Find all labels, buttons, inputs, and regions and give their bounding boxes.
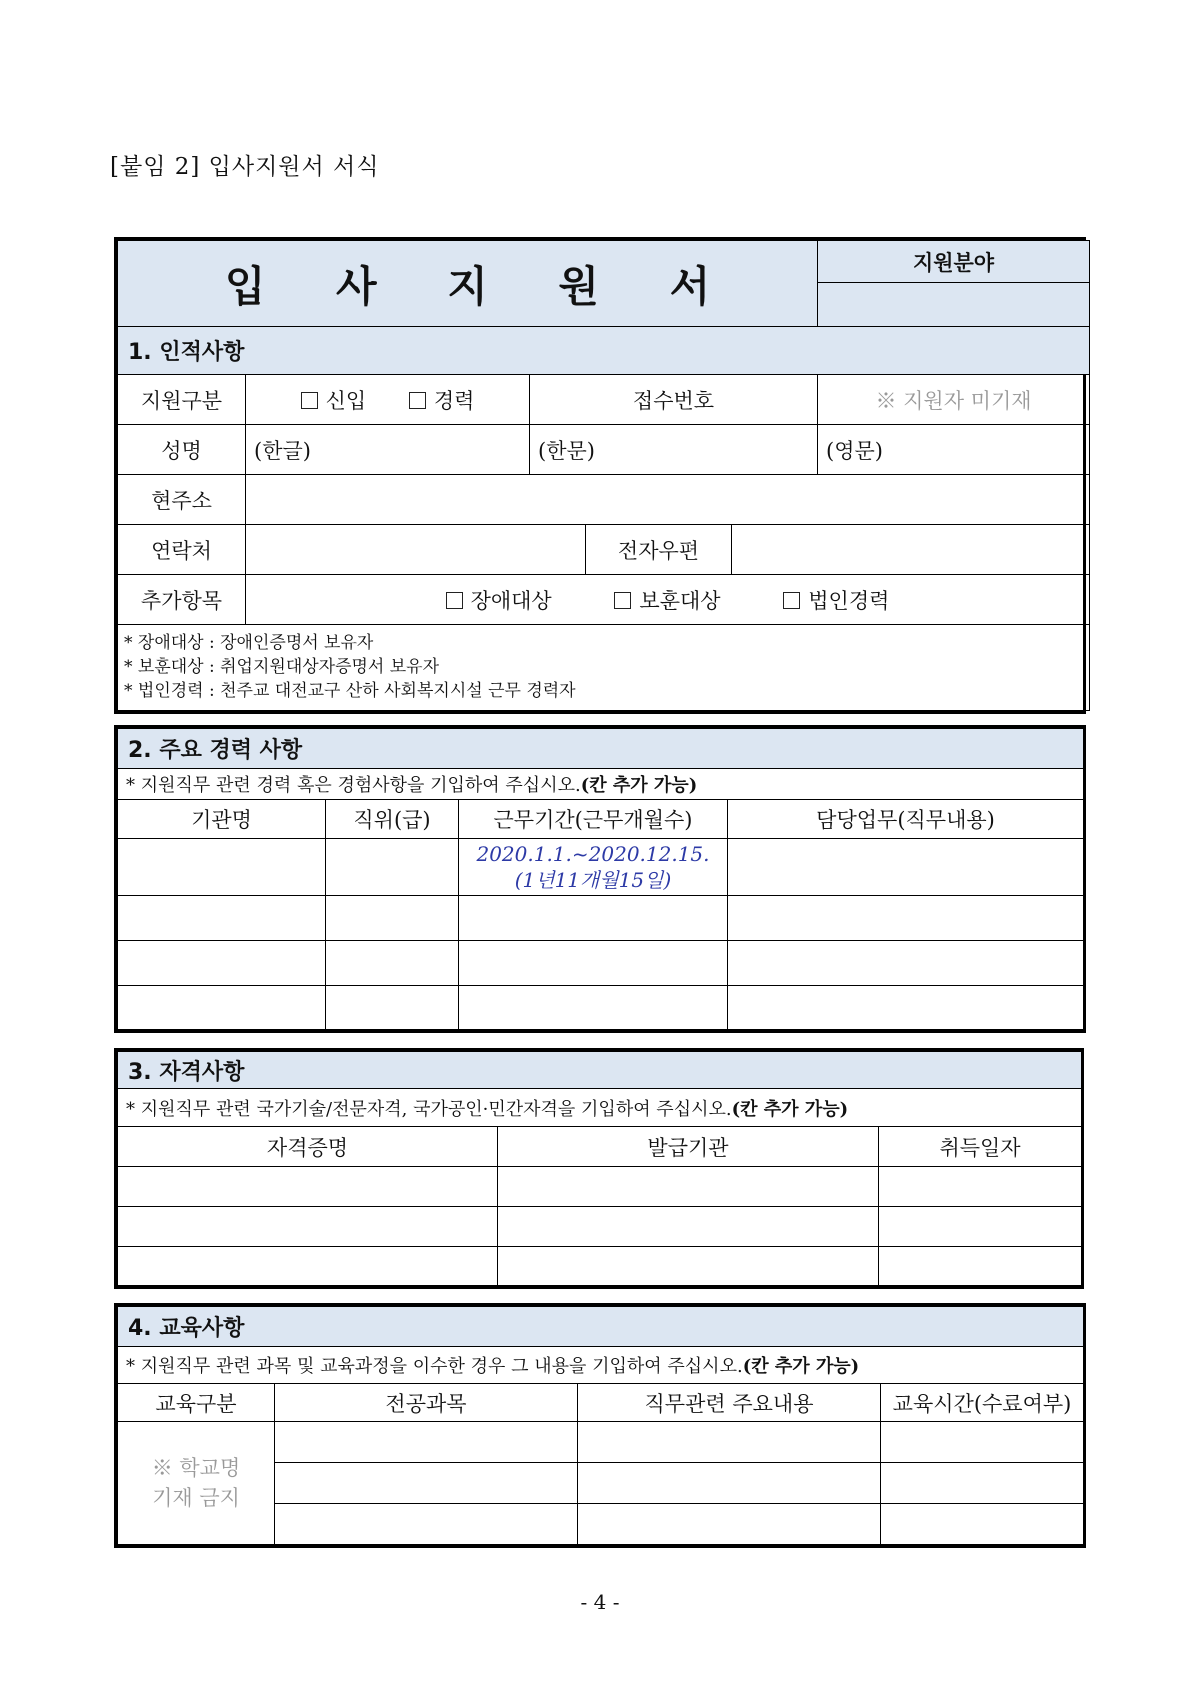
header-duties: 담당업무(직무내용) — [728, 800, 1084, 839]
cert-cell[interactable] — [118, 1167, 498, 1207]
career-cell[interactable] — [118, 896, 326, 941]
section4-title: 4. 교육사항 — [118, 1307, 1084, 1347]
school-name-note: ※ 학교명 기재 금지 — [118, 1422, 275, 1545]
edu-cell[interactable] — [275, 1463, 578, 1504]
page-number: - 4 - — [580, 1590, 620, 1614]
career-cell[interactable] — [728, 986, 1084, 1030]
checkbox-icon[interactable] — [614, 592, 631, 609]
cert-cell[interactable] — [498, 1167, 879, 1207]
cert-cell[interactable] — [118, 1207, 498, 1247]
edu-cell[interactable] — [578, 1422, 881, 1463]
career-cell[interactable] — [459, 896, 728, 941]
header-issuer: 발급기관 — [498, 1127, 879, 1167]
certification-block — [114, 1048, 1084, 1289]
contact-label: 연락처 — [118, 525, 246, 575]
career-cell[interactable] — [118, 986, 326, 1030]
header-job-content: 직무관련 주요내용 — [578, 1384, 881, 1422]
cert-cell[interactable] — [879, 1207, 1082, 1247]
career-cell[interactable] — [728, 839, 1084, 896]
career-cell[interactable] — [728, 941, 1084, 986]
address-label: 현주소 — [118, 475, 246, 525]
field-input[interactable] — [818, 283, 1090, 327]
career-period-sample[interactable] — [459, 839, 728, 896]
form-title-cell — [118, 241, 818, 327]
apply-type-options — [246, 375, 530, 425]
cert-cell[interactable] — [498, 1247, 879, 1286]
header-education-type: 교육구분 — [118, 1384, 275, 1422]
name-hanja-field[interactable]: (한문) — [530, 425, 818, 475]
name-english-field[interactable]: (영문) — [818, 425, 1090, 475]
section4-instruction: * 지원직무 관련 과목 및 교육과정을 이수한 경우 그 내용을 기입하여 주십시오.(칸 추가 가능) — [118, 1347, 1084, 1384]
receipt-note: ※ 지원자 미기재 — [818, 375, 1090, 425]
section2-instruction: * 지원직무 관련 경력 혹은 경험사항을 기입하여 주십시오.(칸 추가 가능) — [118, 769, 1084, 800]
career-cell[interactable] — [118, 839, 326, 896]
career-cell[interactable] — [326, 941, 459, 986]
section1-title: 1. 인적사항 — [118, 327, 1090, 375]
header-acquired-date: 취득일자 — [879, 1127, 1082, 1167]
career-cell[interactable] — [728, 896, 1084, 941]
section3-instruction: * 지원직무 관련 국가기술/전문자격, 국가공인·민간자격을 기입하여 주십시오.(칸 추가 가능) — [118, 1089, 1082, 1127]
receipt-label: 접수번호 — [530, 375, 818, 425]
field-label: 지원분야 — [818, 241, 1090, 283]
sample-period: 2020.1.1.~2020.12.15. — [476, 842, 710, 866]
cert-cell[interactable] — [498, 1207, 879, 1247]
checkbox-icon[interactable] — [409, 392, 426, 409]
header-education-hours: 교육시간(수료여부) — [881, 1384, 1084, 1422]
form-title: 입 사 지 원 서 — [224, 261, 739, 311]
extra-options — [246, 575, 1090, 625]
cert-cell[interactable] — [118, 1247, 498, 1286]
checkbox-icon[interactable] — [783, 592, 800, 609]
email-label: 전자우편 — [586, 525, 732, 575]
contact-field[interactable] — [246, 525, 586, 575]
edu-cell[interactable] — [275, 1504, 578, 1545]
cert-cell[interactable] — [879, 1167, 1082, 1207]
option-career[interactable]: 경력 — [409, 385, 475, 415]
note-line: * 법인경력 : 천주교 대전교구 산하 사회복지시설 근무 경력자 — [124, 681, 576, 701]
section1-notes — [118, 625, 1090, 711]
checkbox-icon[interactable] — [446, 592, 463, 609]
career-cell[interactable] — [326, 986, 459, 1030]
section2-title: 2. 주요 경력 사항 — [118, 729, 1084, 769]
note-line: * 장애대상 : 장애인증명서 보유자 — [124, 633, 374, 653]
header-position: 직위(급) — [326, 800, 459, 839]
edu-cell[interactable] — [881, 1504, 1084, 1545]
career-block — [114, 725, 1086, 1033]
career-cell[interactable] — [459, 941, 728, 986]
name-korean-field[interactable]: (한글) — [246, 425, 530, 475]
cert-cell[interactable] — [879, 1247, 1082, 1286]
apply-type-label: 지원구분 — [118, 375, 246, 425]
edu-cell[interactable] — [578, 1463, 881, 1504]
header-period: 근무기간(근무개월수) — [459, 800, 728, 839]
option-disability[interactable]: 장애대상 — [446, 585, 552, 615]
checkbox-icon[interactable] — [301, 392, 318, 409]
note-line: * 보훈대상 : 취업지원대상자증명서 보유자 — [124, 657, 440, 677]
extra-label: 추가항목 — [118, 575, 246, 625]
career-cell[interactable] — [118, 941, 326, 986]
education-block — [114, 1303, 1086, 1548]
name-label: 성명 — [118, 425, 246, 475]
edu-cell[interactable] — [881, 1422, 1084, 1463]
edu-cell[interactable] — [275, 1422, 578, 1463]
personal-info-block — [114, 237, 1086, 714]
address-field[interactable] — [246, 475, 1090, 525]
email-field[interactable] — [732, 525, 1090, 575]
option-new[interactable]: 신입 — [301, 385, 367, 415]
header-certificate: 자격증명 — [118, 1127, 498, 1167]
header-organization: 기관명 — [118, 800, 326, 839]
career-cell[interactable] — [326, 896, 459, 941]
option-veteran[interactable]: 보훈대상 — [614, 585, 720, 615]
edu-cell[interactable] — [881, 1463, 1084, 1504]
option-corporate[interactable]: 법인경력 — [783, 585, 889, 615]
career-cell[interactable] — [326, 839, 459, 896]
header-major: 전공과목 — [275, 1384, 578, 1422]
attachment-title: [붙임 2] 입사지원서 서식 — [110, 154, 380, 180]
section3-title: 3. 자격사항 — [118, 1052, 1082, 1089]
career-cell[interactable] — [459, 986, 728, 1030]
edu-cell[interactable] — [578, 1504, 881, 1545]
sample-months: (1년11개월15일) — [514, 868, 672, 892]
